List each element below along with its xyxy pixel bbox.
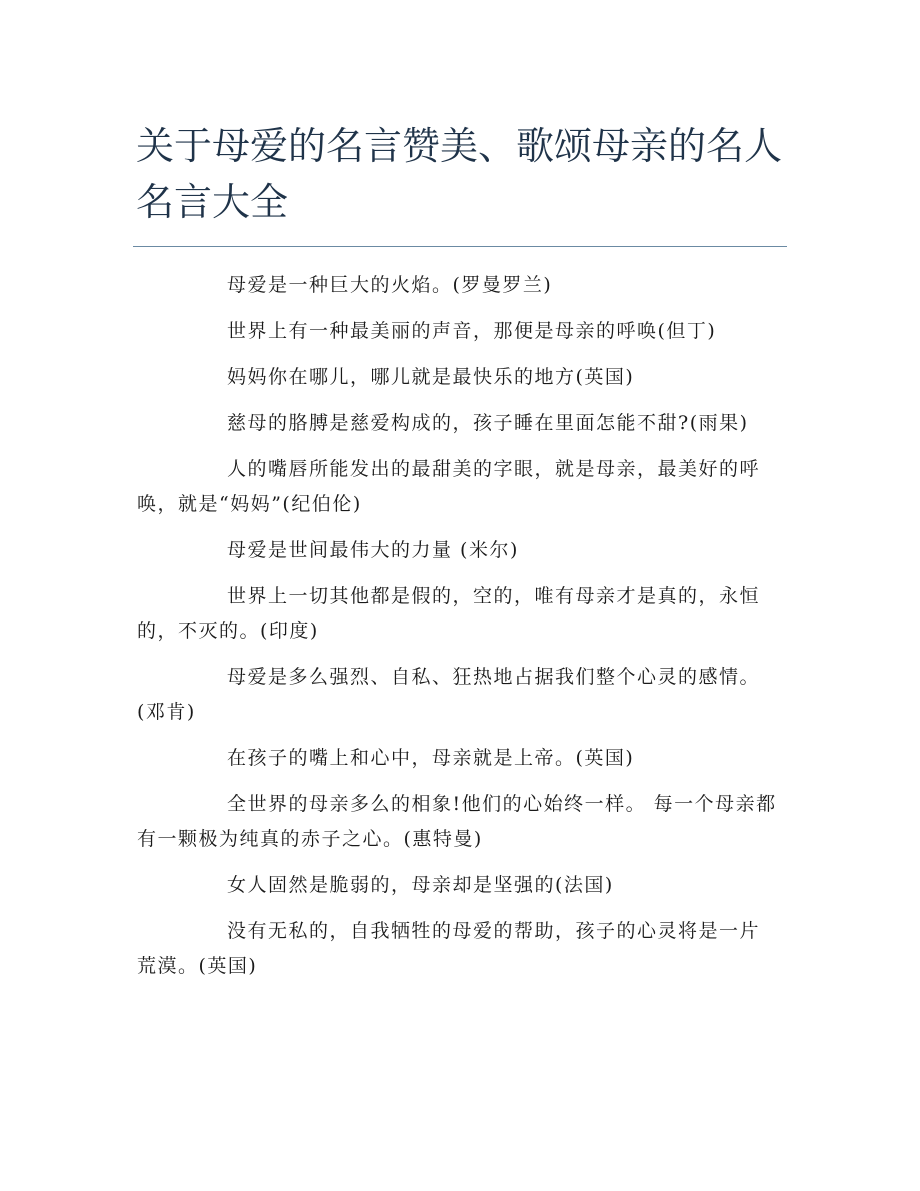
quote-paragraph: 世界上有一种最美丽的声音，那便是母亲的呼唤(但丁) (227, 320, 717, 342)
quote-paragraph: 没有无私的，自我牺牲的母爱的帮助，孩子的心灵将是一片荒漠。(英国) (137, 920, 761, 977)
quote-paragraph: 慈母的胳膊是慈爱构成的，孩子睡在里面怎能不甜?(雨果) (227, 412, 749, 434)
quote-paragraph: 女人固然是脆弱的，母亲却是坚强的(法国) (227, 874, 614, 896)
quote-paragraph: 妈妈你在哪儿，哪儿就是最快乐的地方(英国) (227, 366, 635, 388)
document-title: 关于母爱的名言赞美、歌颂母亲的名人名言大全 (136, 124, 783, 224)
quote-paragraph: 母爱是多么强烈、自私、狂热地占据我们整个心灵的感情。(邓肯) (137, 666, 761, 723)
quote-paragraph: 母爱是世间最伟大的力量 (米尔) (227, 539, 519, 561)
quote-paragraph: 世界上一切其他都是假的，空的，唯有母亲才是真的，永恒的，不灭的。(印度) (137, 585, 761, 642)
quote-paragraph: 全世界的母亲多么的相象!他们的心始终一样。 每一个母亲都有一颗极为纯真的赤子之心。(惠特曼) (137, 793, 777, 850)
title-divider (133, 246, 787, 247)
quote-paragraph: 母爱是一种巨大的火焰。(罗曼罗兰) (227, 274, 553, 296)
quote-list (137, 268, 777, 995)
quote-paragraph: 在孩子的嘴上和心中，母亲就是上帝。(英国) (227, 747, 635, 769)
quote-paragraph: 人的嘴唇所能发出的最甜美的字眼，就是母亲，最美好的呼唤，就是“妈妈”(纪伯伦) (137, 458, 761, 515)
